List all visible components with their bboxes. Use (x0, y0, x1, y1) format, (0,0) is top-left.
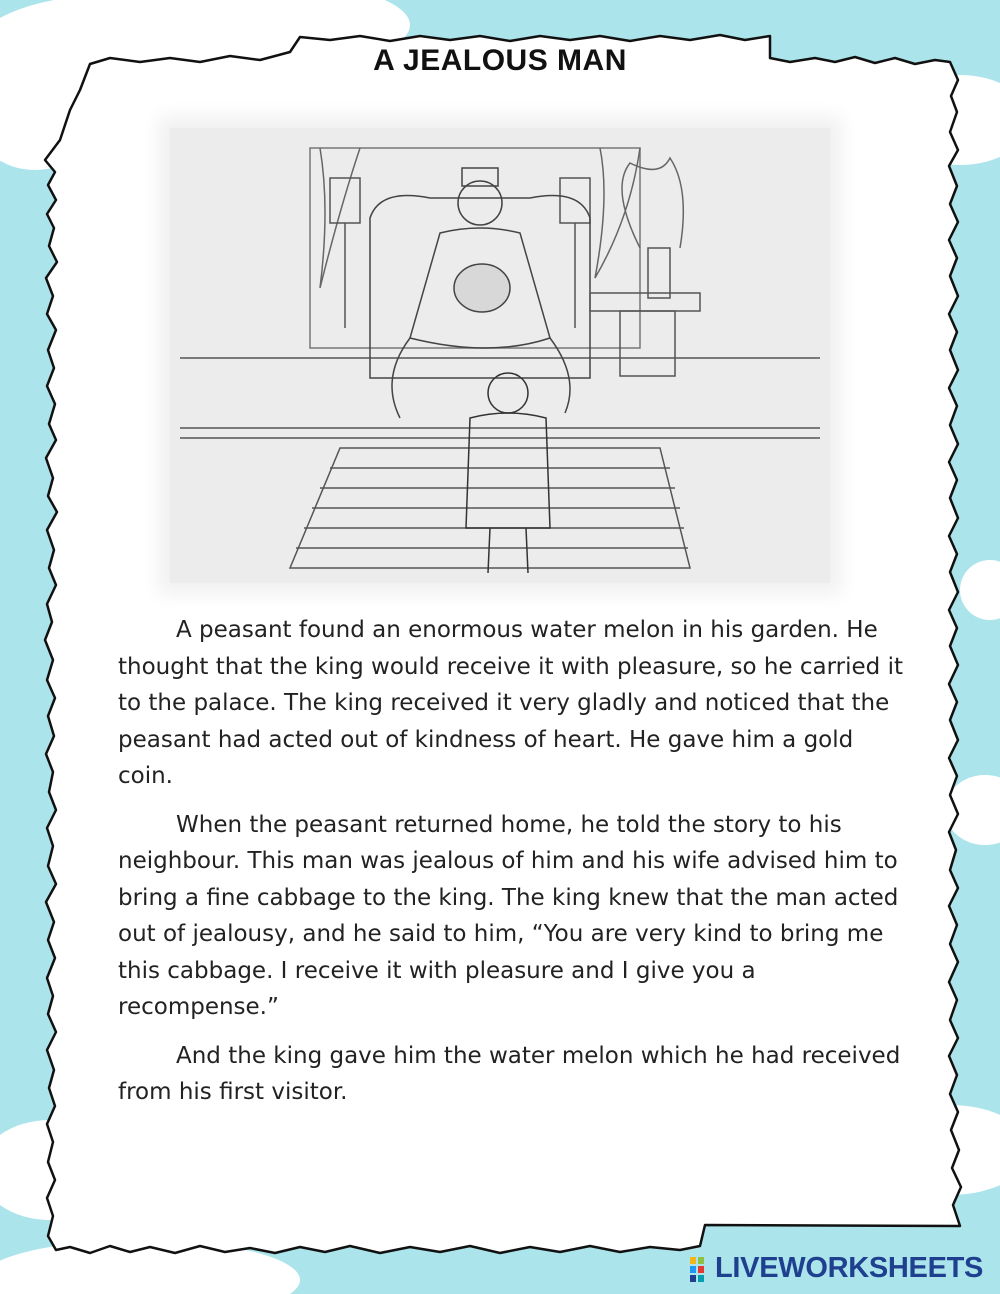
story-paragraph-1: A peasant found an enormous water melon in his garden. He thought that the king would receive it with pleasure, so he carried it to the palace. The king received it very gladly and noticed that the peasant had acted out of kindness of heart. He gave him a gold coin. (118, 617, 903, 789)
story-paragraph-2: When the peasant returned home, he told the story to his neighbour. This man was jealous of him and his wife advised him to bring a fine cabbage to the king. The king knew that the man acted out of jealousy, and he said to him, “You are very kind to bring me this cabbage. I receive it with pleasure and I give you a recompense.” (118, 811, 899, 1020)
liveworksheets-logo[interactable] (690, 1252, 983, 1285)
worksheet-title: A JEALOUS MAN (373, 44, 627, 77)
story-paragraph-3: And the king gave him the water melon which he had received from his first visitor. (118, 1042, 901, 1105)
liveworksheets-logo-icon (690, 1255, 712, 1283)
story-illustration (170, 128, 830, 583)
brand-name: LIVEWORKSHEETS (715, 1252, 984, 1284)
king-peasant-sketch (170, 128, 830, 583)
story-text (118, 612, 908, 1123)
